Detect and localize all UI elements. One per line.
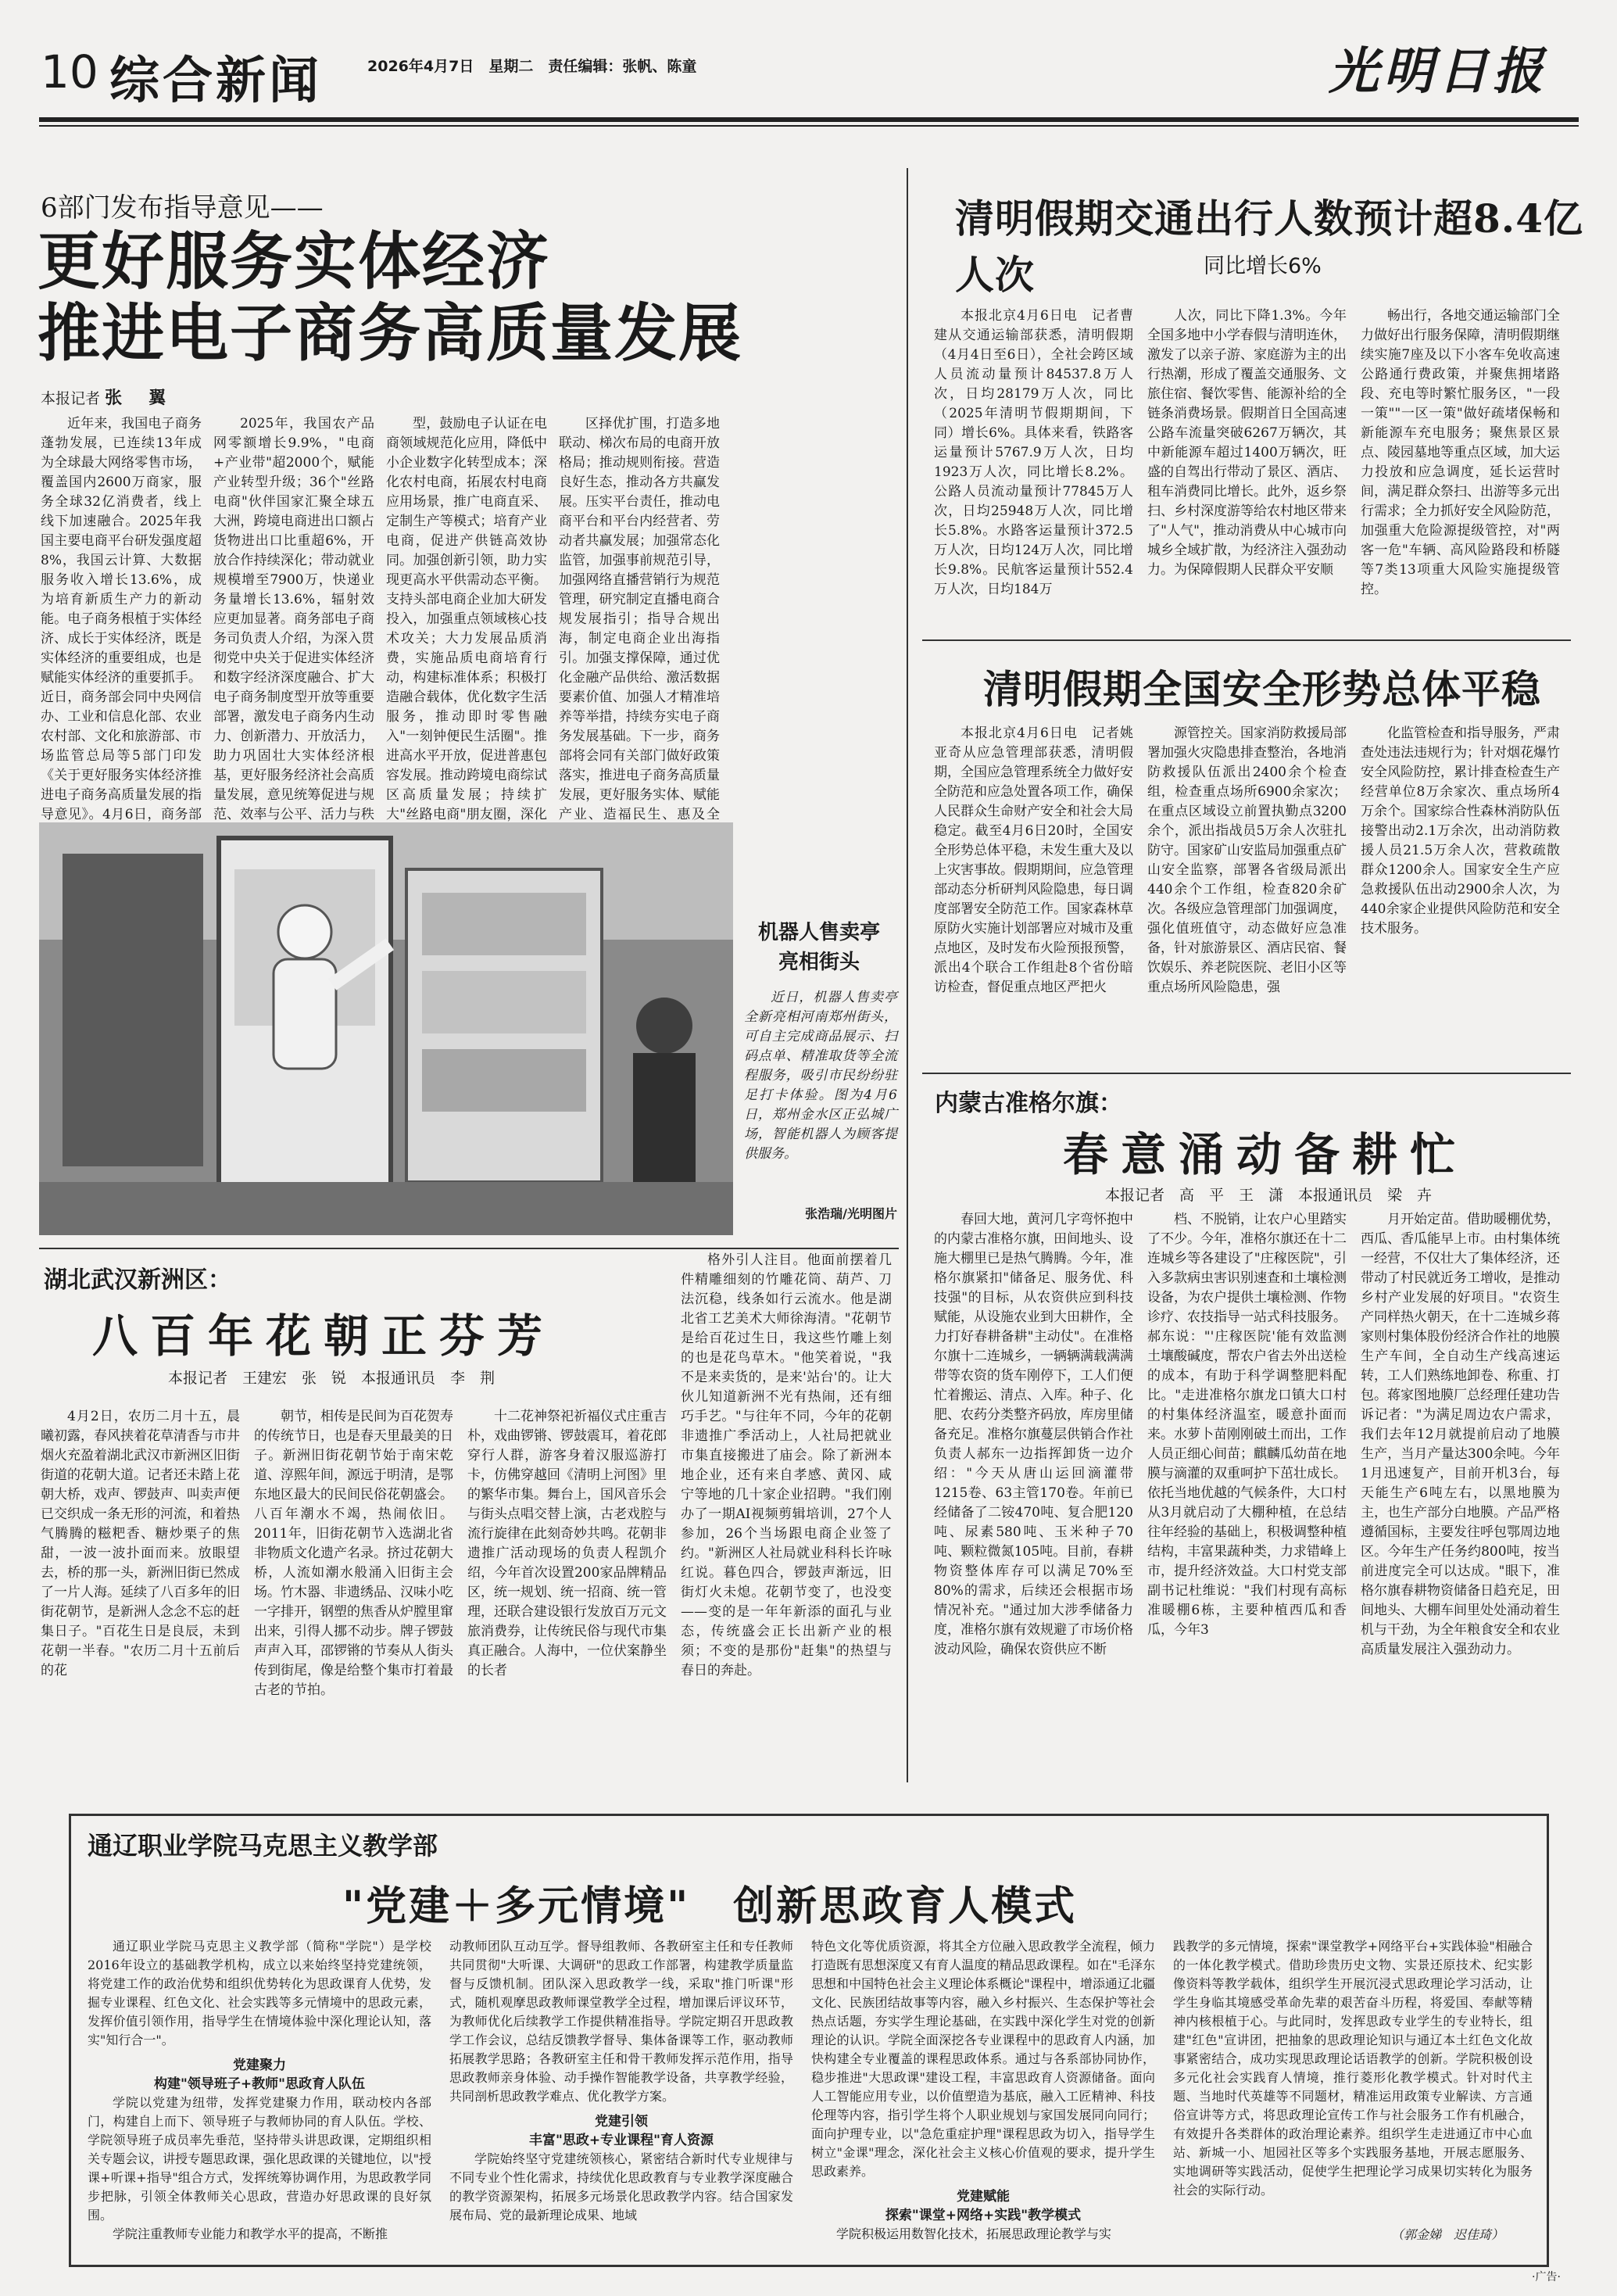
article1-headline-2: 推进电子商务高质量发展 <box>38 296 742 370</box>
byline-prefix: 本报记者 <box>41 390 101 407</box>
photo-caption-title-1: 机器人售卖亭 <box>757 921 880 944</box>
advertorial-col-2: 动教师团队互动互学。督导组教师、各教研室主任和专任教师共同贯彻"大听课、大调研"的思政工作部署，构建教学质量监督与反馈机制。团队深入思政教学一线，采取"推门听课"形式，随机观摩思政教师课堂教学全过程，增加课后评议环节，为教师优化后续教学工作提供精准指导。学院定期召开思政教学工作会议，总结反馈教学督导、集体备课等工作，驱动教师拓展教学思路；各教研室主任和骨干教师发挥示范作用，指导思政教师亲身体验、动手操作智能教学设备，共享教学经验，共同剖析思政教学难点、优化教学方案。 党建引领 丰富"思政+专业课程"育人资源 学院始终坚守党建统领核心，紧密结合新时代专业规律与不同专业个性化需求，持续优化思政教育与专业教学深度融合的教学资源架构，拓展多元场景化思政教学内容。结合国家发展布局、党的最新理论成果、地域 <box>449 1939 793 2223</box>
section-subheading: 丰富"思政+专业课程"育人资源 <box>529 2133 714 2148</box>
article2-col-1: 本报北京4月6日电 记者曹建从交通运输部获悉，清明假期（4月4日至6日），全社会跨区域人员流动量预计84537.8万人次，日均28179万人次，同比（2025年清明节假期期间，下同）增长6%。具体来看，铁路客运量预计5767.9万人次，日均1923万人次，同比增长8.2%。公路人员流动量预计77845万人次，日均25948万人次，同比增长5.8%。水路客运量预计372.5万人次，日均124万人次，同比增长9.8%。民航客运量预计552.4万人次，日均184万 <box>934 308 1133 597</box>
byline-name: 张 翼 <box>105 388 171 408</box>
article-divider <box>39 1248 899 1249</box>
issue-meta: 2026年4月7日 星期二 责任编辑：张帆、陈童 <box>367 58 697 75</box>
masthead-rule <box>39 117 1579 122</box>
article2-col-2: 人次，同比下降1.3%。今年全国多地中小学春假与清明连休，激发了以亲子游、家庭游为主的出行热潮，形成了覆盖交通服务、文旅住宿、餐饮零售、能源补给的全链条消费场景。假期首日全国高速公路车流量突破6267万辆次，其中新能源车超过1400万辆次，旺盛的自驾出行带动了景区、酒店、租车消费同比增长。此外，返乡祭扫、乡村深度游等给农村地区带来了"人气"，推动消费从中心城市向城乡全域扩散，为经济注入强劲动力。为保障假期人民群众平安顺 <box>1147 308 1347 578</box>
section-heading: 党建引领 <box>595 2114 648 2129</box>
article5-headline: 春意涌动备耕忙 <box>1063 1128 1469 1181</box>
section-subheading: 探索"课堂+网络+实践"教学模式 <box>885 2208 1082 2223</box>
article5-kicker: 内蒙古准格尔旗： <box>935 1090 1122 1117</box>
article2-subhead: 同比增长6% <box>1204 254 1322 278</box>
section-subheading: 构建"领导班子+教师"思政育人队伍 <box>154 2076 365 2092</box>
newspaper-logo: 光明日报 <box>1329 42 1547 101</box>
article4-col-3: 十二花神祭祀祈福仪式庄重吉朴，戏曲锣锵、锣鼓震耳，着花郎穿行人群，游客身着汉服巡游打卡，仿佛穿越回《清明上河图》里的繁华市集。舞台上，国风音乐会与街头点唱交替上演，古老戏腔与流行旋律在此刻奇妙共鸣。花朝非遗推广活动现场的负责人程凯介绍，今年首次设置200家品牌精品区，统一规划、统一招商、统一管理，还联合建设银行发放百万元文旅消费券，让传统民俗与现代市集真正融合。人海中，一位伏案静坐的长者 <box>467 1409 667 1678</box>
article1-byline <box>41 385 170 409</box>
article1-col-3: 型，鼓励电子认证在电商领域规范化应用，降低中小企业数字化转型成本；深化农村电商，拓展农村电商应用场景，推广电商直采、定制生产等模式；培育产业电商，促进产供链高效协同。加强创新引领，助力实现更高水平供需动态平衡。支持头部电商企业加大研发投入，加强重点领域核心技术攻关；大力发展品质消费，实施品质电商培育行动，构建标准体系；积极打造融合载体，优化数字生活服务，推动即时零售融入"一刻钟便民生活圈"。推进高水平开放，促进普惠包容发展。推动跨境电商综试区高质量发展；持续扩大"丝路电商"朋友圈，深化 <box>386 416 547 822</box>
article4-col-4: 格外引人注目。他面前摆着几件精雕细刻的竹雕花筒、葫芦、刀法沉稳，线条如行云流水。他是湖北省工艺美术大师徐海清。"花朝节是给百花过生日，我这些竹雕上刻的也是花鸟草木。"他笑着说，"我不是来卖货的，是来'站台'的。让大伙儿知道新洲不光有热闹，还有细巧手艺。"与往年不同，今年的花朝非遗推广季活动上，人社局把就业市集直接搬进了庙会。除了新洲本地企业，还有来自孝感、黄冈、咸宁等地的几十家企业招聘。"我们刚办了一期AI视频剪辑培训，27个人参加，26个当场跟电商企业签了约。"新洲区人社局就业科科长许咏红说。暮色四合，锣鼓声渐远，旧街灯火未熄。花朝节变了，也没变——变的是一年年新添的面孔与业态，传统盛会正长出新产业的根须；不变的是那份"赶集"的热望与春日的奔赴。 <box>681 1252 892 1678</box>
photo-credit: 张浩瑞/光明图片 <box>805 1206 897 1221</box>
article1-col-2: 2025年，我国农产品网零额增长9.9%，"电商+产业带"超2000个，赋能产业转型升级；36个"丝路电商"伙伴国家汇聚全球五大洲，跨境电商进出口额占货物进出口比重超6%，开放合作持续深化；带动就业规模增至7900万，快递业务量增长13.6%，辐射效应更加显著。商务部电子商务司负责人介绍，为深入贯彻党中央关于促进实体经济和数字经济深度融合、扩大电子商务制度型开放等重要部署，激发电子商务内生动力、创新潜力、开放活力，助力巩固壮大实体经济根基，更好服务经济社会高质量发展，意见统筹促进与规范、效率与公平、活力与秩 <box>213 416 374 822</box>
article5-col-3: 月开始定苗。借助暖棚优势，西瓜、香瓜能早上市。由村集体统一经营，不仅壮大了集体经济，还带动了村民就近务工增收，是推动乡村产业发展的好项目。"农资生产同样热火朝天，在十二连城乡蒋家则村集体股份经济合作社的地膜生产车间，全自动生产线高速运转，工人们熟练地卸卷、称重、打包。蒋家图地膜厂总经理任建功告诉记者："为满足周边农户需求，我们去年12月就提前启动了地膜生产，当月产量达300余吨。今年1月迅速复产，目前开机3台，每天能生产6吨左右，以黑地膜为主，也生产部分白地膜。产品严格遵循国标，主要发往呼包鄂周边地区。今年生产任务约800吨，按当前进度完全可以达成。"眼下，准格尔旗春耕物资储备日趋充足，田间地头、大棚车间里处处涌动着生机与干劲，为全年粮食安全和农业高质量发展注入强劲动力。 <box>1361 1212 1560 1657</box>
article1-col-1: 近年来，我国电子商务蓬勃发展，已连续13年成为全球最大网络零售市场，覆盖国内2600万商家，服务全球32亿消费者，线上线下加速融合。2025年我国主要电商平台研发强度超8%，我国云计算、大数据服务收入增长13.6%，成为培育新质生产力的新动能。电子商务根植于实体经济、成长于实体经济，既是实体经济的重要组成，也是赋能实体经济的重要抓手。近日，商务部会同中央网信办、工业和信息化部、农业农村部、文化和旅游部、市场监管总局等5部门印发《关于更好服务实体经济推进电子商务高质量发展的指导意见》。4月6日，商务部 <box>41 416 202 822</box>
advertorial-org: 通辽职业学院马克思主义教学部 <box>88 1831 438 1861</box>
column-divider <box>907 168 908 1782</box>
photo-caption-title-2: 亮相街头 <box>778 951 860 974</box>
article4-byline: 本报记者 王建宏 张 锐 本报通讯员 李 荆 <box>168 1370 495 1387</box>
advertorial-credit: （郭金娣 迟佳琦） <box>1391 2227 1504 2242</box>
article3-col-2: 源管控关。国家消防救援局部署加强火灾隐患排查整治，各地消防救援队伍派出2400余个检查组，检查重点场所6900余家次；在重点区域设立前置执勤点3200余个，派出指战员5万余人次驻扎防守。国家矿山安监局加强重点矿山安全监察，部署各省级局派出440余个工作组，检查820余矿次。各级应急管理部门加强调度，强化值班值守，动态做好应急准备，针对旅游景区、酒店民宿、餐饮娱乐、养老院医院、老旧小区等重点场所风险隐患，强 <box>1147 725 1347 995</box>
article3-col-3: 化监管检查和指导服务，严肃查处违法违规行为；针对烟花爆竹安全风险防控，累计排查检查生产经营单位8万余家次、重点场所4万余个。国家综合性森林消防队伍接警出动2.1万余次，出动消防救援人员21.5万余人次，营救疏散群众1200余人。国家安全生产应急救援队伍出动2900余人次，为440余家企业提供风险防范和安全技术服务。 <box>1361 725 1560 937</box>
article3-col-1: 本报北京4月6日电 记者姚亚奇从应急管理部获悉，清明假期，全国应急管理系统全力做好安全防范和应急处置各项工作，确保人民群众生命财产安全和社会大局稳定。截至4月6日20时，全国安全形势总体平稳，未发生重大及以上灾害事故。假期期间，应急管理部动态分析研判风险隐患，每日调度部署安全防范工作。国家森林草原防火实施计划部署应对城市及重点地区，及时发布火险预报预警，派出4个联合工作组赴8个省份暗访检查，督促重点地区严把火 <box>934 725 1133 995</box>
advertorial-col-4: 践教学的多元情境，探索"课堂教学+网络平台+实践体验"相融合的一体化教学模式。借助珍贵历史文物、实景还原技术、纪实影像资料等教学载体，组织学生开展沉浸式思政理论学习活动，让学生身临其境感受革命先辈的艰苦奋斗历程，将爱国、奉献等精神内核根植于心。与此同时，发挥思政专业学生的专业特长，组建"红色"宣讲团，把抽象的思政理论知识与通辽本土红色文化故事紧密结合，成功实现思政理论话语教学的创新。学院积极创设多元化社会实践育人情境，推行菱形化教学模式。针对时代主题、当地时代英雄等不同题材，精准运用政策专业解读、方言通俗宣讲等方式，将思政理论宣传工作与社会服务工作有机融合，有效提升各类群体的政治理论素养。组织学生走进通辽市中心血站、新城一小、旭园社区等多个实践服务基地，开展志愿服务、实地调研等实践活动，促使学生把理论学习成果切实转化为服务社会的实际行动。 <box>1173 1939 1533 2197</box>
article1-col-4: 区择优扩围，打造多地联动、梯次布局的电商开放格局；推动规则衔接。营造良好生态，推动各方共赢发展。压实平台责任，推动电商平台和平台内经营者、劳动者共赢发展；加强常态化监管，加强事前规范引导，加强网络直播营销行为规范管理，研究制定直播电商合规发展指引；指导合规出海，制定电商企业出海指引。加强支撑保障，通过优化金融产品供给、激活数据要素价值、加强人才精准培养等举措，持续夯实电子商务发展基础。下一步，商务部将会同有关部门做好政策落实，推进电子商务高质量发展，更好服务实体、赋能产业、造福民生、惠及全 <box>559 416 720 822</box>
article-divider <box>922 639 1571 641</box>
article3-headline: 清明假期全国安全形势总体平稳 <box>983 666 1541 712</box>
section-title: 综合新闻 <box>109 52 322 110</box>
article2-col-3: 畅出行，各地交通运输部门全力做好出行服务保障，清明假期继续实施7座及以下小客车免收高速公路通行费政策，并聚焦拥堵路段、充电等时繁忙服务区，"一段一策""一区一策"做好疏堵保畅和新能源车充电服务；聚焦景区景点、陵园墓地等重点区域，加大运力投放和应急调度，延长运营时间，满足群众祭扫、出游等多元出行需求；全力抓好安全风险防范，加强重大危险源提级管控，对"两客一危"车辆、高风险路段和桥隧等7类13项重大风险实施提级管控。 <box>1361 308 1560 597</box>
advertorial-col-3: 特色文化等优质资源，将其全方位融入思政教学全流程，倾力打造既有思想深度又有育人温度的精品思政课程。如在"毛泽东思想和中国特色社会主义理论体系概论"课程中，增添通辽北疆文化、民族团结故事等内容，融入乡村振兴、生态保护等社会热点话题，夯实学生理论基础，在实践中深化学生对党的创新理论的认识。学院全面深挖各专业课程中的思政育人内涵，加快构建全专业覆盖的课程思政体系。通过与各系部协同协作，稳步推进"大思政课"建设工程，丰富思政育人资源储备。面向人工智能应用专业，以价值塑造为基底，融入工匠精神、科技伦理等内容，指引学生将个人职业规划与家国发展同向同行；面向护理专业，以"急危重症护理"课程思政为切入，指导学生树立"金课"理念，深化社会主义核心价值观的要求，提升学生思政素养。 党建赋能 探索"课堂+网络+实践"教学模式 学院积极运用数智化技术，拓展思政理论教学与实 <box>811 1939 1155 2241</box>
article4-kicker: 湖北武汉新洲区： <box>44 1266 231 1294</box>
article5-byline: 本报记者 高 平 王 潇 本报通讯员 梁 卉 <box>1105 1187 1433 1204</box>
article1-kicker: 6部门发布指导意见—— <box>41 192 324 224</box>
section-heading: 党建赋能 <box>957 2189 1010 2205</box>
masthead-rule-thin <box>39 125 1579 127</box>
article4-col-2: 朝节，相传是民间为百花贺寿的传统节日，也是春天里最美的日子。新洲旧街花朝节始于南宋乾道、淳熙年间，源远于明清，是鄂东地区最大的民间民俗花朝盛会。八百年潮水不竭，热闹依旧。2011年，旧街花朝节入选湖北省非物质文化遗产名录。挤过花朝大桥，人流如潮水般涌入旧街主会场。竹木器、非遗绣品、汉味小吃一字排开，钢塑的焦香从炉膛里窜出来，引得人挪不动步。牌子锣鼓声声入耳，邵锣锵的节奏从人街头传到街尾，像是给整个集市打着最古老的节拍。 <box>254 1409 453 1698</box>
article-divider <box>922 1073 1571 1074</box>
article4-col-1: 4月2日，农历二月十五，晨曦初露，春风挟着花草清香与市井烟火充盈着湖北武汉市新洲区旧街街道的花朝大道。记者还未踏上花朝大桥，戏声、锣鼓声、叫卖声便已交织成一条无形的河流，和着热气腾腾的糍粑香、糖炒栗子的焦甜，一波一波扑面而来。放眼望去，桥的那一头，新洲旧街已然成了一片人海。延续了八百多年的旧街花朝节，是新洲人念念不忘的赶集日子。"百花生日是良辰，未到花朝一半春。"农历二月十五前后的花 <box>41 1409 240 1678</box>
section-heading: 党建聚力 <box>233 2058 286 2073</box>
ad-mark: ·广告· <box>1532 2271 1561 2283</box>
article1-headline-1: 更好服务实体经济 <box>38 224 550 298</box>
robot-kiosk-photo <box>39 822 733 1235</box>
article5-col-2: 档、不脱销，让农户心里踏实了不少。今年，准格尔旗还在十二连城乡等各建设了"庄稼医院"，引入多款病虫害识别速查和土壤检测设备，为农户提供土壤检测、作物诊疗、农技指导一站式科技服务。郝东说："'庄稼医院'能有效监测土壤酸碱度，帮农户省去外出送检的成本，有助于科学调整肥料配比。"走进准格尔旗龙口镇大口村的村集体经济温室，暖意扑面而来。水萝卜苗刚刚破土而出，工作人员正细心间苗；麒麟瓜幼苗在地膜与滴灌的双重呵护下茁壮成长。依托当地优越的气候条件，大口村从3月就启动了大棚种植，在总结往年经验的基础上，积极调整种植结构，丰富果蔬种类，力求错峰上市，提升经济效益。大口村党支部副书记杜维说："我们村现有高标准暖棚6栋，主要种植西瓜和香瓜，今年3 <box>1147 1212 1347 1638</box>
advertorial-headline: "党建＋多元情境" 创新思政育人模式 <box>342 1882 1078 1930</box>
photo-caption-body: 近日，机器人售卖亭全新亮相河南郑州街头，可自主完成商品展示、扫码点单、精准取货等全流程服务，吸引市民纷纷驻足打卡体验。图为4月6日，郑州金水区正弘城广场，智能机器人为顾客提供服务。 <box>744 990 897 1162</box>
article5-col-1: 春回大地，黄河几字弯怀抱中的内蒙古准格尔旗，田间地头、设施大棚里已是热气腾腾。今年，准格尔旗紧扣"储备足、服务优、科技强"的目标，从农资供应到科技赋能，从设施农业到大田耕作，全力打好春耕备耕"主动仗"。在准格尔旗十二连城乡，一辆辆满载满满带等农资的货车刚停下，工人们便忙着搬运、清点、入库。种子、化肥、农药分类整齐码放，库房里储备充足。准格尔旗蔓层供销合作社负责人郝东一边指挥卸货一边介绍："今天从唐山运回滴灌带1215卷、63主管170卷。年前已经储备了二铵470吨、复合肥120吨、尿素580吨、玉米种子70吨、颗粒微氮105吨。目前，春耕物资整体库存可以满足70%至80%的需求，后续还会根据市场情况补充。"通过加大涉季储备力度，准格尔旗有效规避了市场价格波动风险，确保农资供应不断 <box>934 1212 1133 1657</box>
advertorial-col-1: 通辽职业学院马克思主义教学部（简称"学院"）是学校2016年设立的基础教学机构，成立以来始终坚持党建统领，将党建工作的政治优势和组织优势转化为思政课育人优势，发掘专业课程、红色文化、社会实践等多元情境中的思政元素，发挥价值引领作用，指导学生在情境体验中深化理论认知，落实"知行合一"。 党建聚力 构建"领导班子+教师"思政育人队伍 学院以党建为纽带，发挥党建聚力作用，联动校内各部门，构建自上而下、领导班子与教师协同的育人队伍。学校、学院领导班子成员率先垂范，坚持带头讲思政课，定期组织相关专题会议，讲授专题思政课，强化思政课的关键地位，以"授课+听课+指导"组合方式，发挥统筹协调作用，为思政教学同步把脉，引领全体教师关心思政，营造办好思政课的良好氛围。 学院注重教师专业能力和教学水平的提高，不断推 <box>88 1939 431 2241</box>
page-number: 10 <box>41 45 98 99</box>
article4-headline: 八百年花朝正芬芳 <box>92 1309 556 1363</box>
article2-headline: 清明假期交通出行人数预计超8.4亿人次 <box>955 195 1583 298</box>
